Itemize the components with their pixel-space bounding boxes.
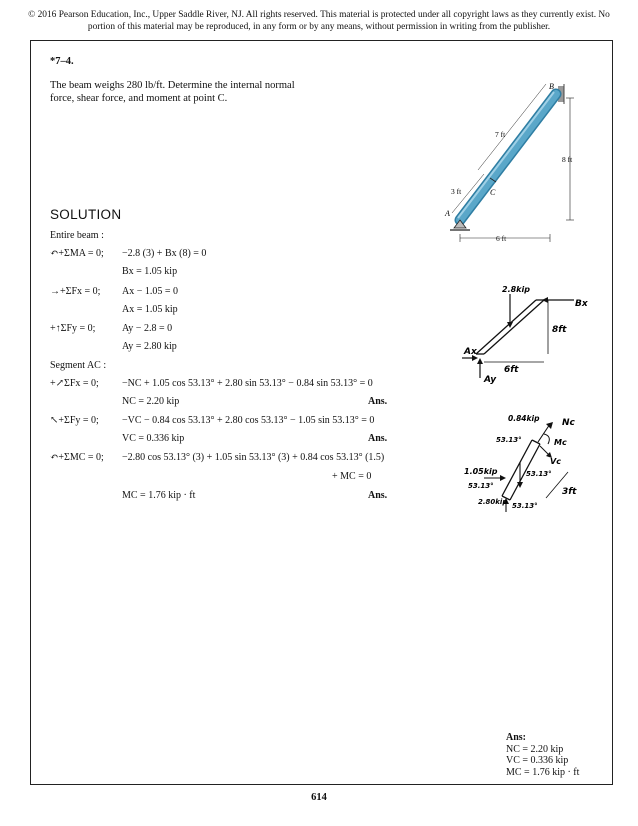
ans-marker: Ans. <box>368 396 388 407</box>
sketch2-ang4: 53.13° <box>512 502 538 510</box>
equation: Ay − 2.8 = 0 <box>122 323 173 334</box>
dim-6ft: 6 ft <box>496 234 507 243</box>
sketch2-ang3: 53.13° <box>468 482 494 490</box>
sketch1-ax: Ax <box>464 347 477 357</box>
equation: Ay = 2.80 kip <box>122 341 177 352</box>
final-answer-heading: Ans: <box>506 732 527 743</box>
sketch1-h: 8ft <box>552 325 567 335</box>
ans-marker: Ans. <box>368 490 388 501</box>
eq-label: ↖+ΣFy = 0; <box>50 415 99 426</box>
sketch2-ang1: 53.13° <box>496 436 522 444</box>
eq-label: +↑ΣFy = 0; <box>50 323 96 334</box>
eq-label: +↗ΣFx = 0; <box>50 378 99 389</box>
equation: −2.80 cos 53.13° (3) + 1.05 sin 53.13° (3) + 0.84 cos 53.13° (1.5) <box>122 452 385 463</box>
equation: Ax − 1.05 = 0 <box>122 286 179 297</box>
label-c: C <box>490 188 496 197</box>
problem-number: *7–4. <box>50 56 74 67</box>
equation: Bx = 1.05 kip <box>122 266 178 277</box>
eq-label: ↶+ΣMA = 0; <box>50 248 104 259</box>
final-answer-nc: NC = 2.20 kip <box>506 743 564 755</box>
equation: + MC = 0 <box>332 471 372 482</box>
eq-label: ↶+ΣMC = 0; <box>50 452 104 463</box>
dim-7ft: 7 ft <box>495 130 506 139</box>
equation: −NC + 1.05 cos 53.13° + 2.80 sin 53.13° − 0.84 sin 53.13° = 0 <box>122 378 373 389</box>
final-answer-box <box>506 732 579 778</box>
fbd-segment-ac-sketch <box>458 412 608 522</box>
equation: MC = 1.76 kip · ft <box>122 490 196 501</box>
beam-figure <box>440 78 590 248</box>
equation: −VC − 0.84 cos 53.13° + 2.80 cos 53.13° − 1.05 sin 53.13° = 0 <box>122 415 375 426</box>
sketch2-load: 0.84kip <box>508 414 540 423</box>
sketch2-ax: 1.05kip <box>464 467 498 476</box>
page-number: 614 <box>311 792 327 803</box>
final-answer-vc: VC = 0.336 kip <box>506 755 569 766</box>
equation: Ax = 1.05 kip <box>122 304 178 315</box>
ans-marker: Ans. <box>368 433 388 444</box>
solution-heading: SOLUTION <box>50 207 122 222</box>
equation: VC = 0.336 kip <box>122 433 185 444</box>
label-a: A <box>445 209 450 218</box>
sketch1-bx: Bx <box>575 299 588 309</box>
copyright-notice: © 2016 Pearson Education, Inc., Upper Saddle River, NJ. All rights reserved. This material is protected under all copyright laws as they currently exist. No portion of this material may be reproduced, in any form or by any means, without permission in writing from the publisher. <box>28 10 610 32</box>
label-b: B <box>549 82 554 91</box>
sketch2-ay: 2.80kip <box>478 498 508 506</box>
dim-3ft: 3 ft <box>451 187 462 196</box>
final-answer-mc: MC = 1.76 kip · ft <box>506 766 580 778</box>
sketch2-nc: Nc <box>562 418 575 428</box>
sketch1-load: 2.8kip <box>502 285 530 294</box>
equation: NC = 2.20 kip <box>122 396 180 407</box>
segment-label: Segment AC : <box>50 360 107 371</box>
fbd-entire-beam-sketch <box>462 282 592 392</box>
sketch2-vc: Vc <box>550 457 561 466</box>
sketch1-ay: Ay <box>484 375 497 385</box>
dim-8ft: 8 ft <box>562 155 573 164</box>
sketch2-len: 3ft <box>562 487 577 497</box>
sketch1-w: 6ft <box>504 365 519 375</box>
problem-statement: The beam weighs 280 lb/ft. Determine the internal normal force, shear force, and moment at point C. <box>50 80 295 104</box>
eq-label: →+ΣFx = 0; <box>50 286 101 297</box>
equation: −2.8 (3) + Bx (8) = 0 <box>122 248 207 259</box>
entire-beam-label: Entire beam : <box>50 230 104 241</box>
sketch2-mc: Mc <box>554 438 567 447</box>
sketch2-ang2: 53.13° <box>526 470 552 478</box>
